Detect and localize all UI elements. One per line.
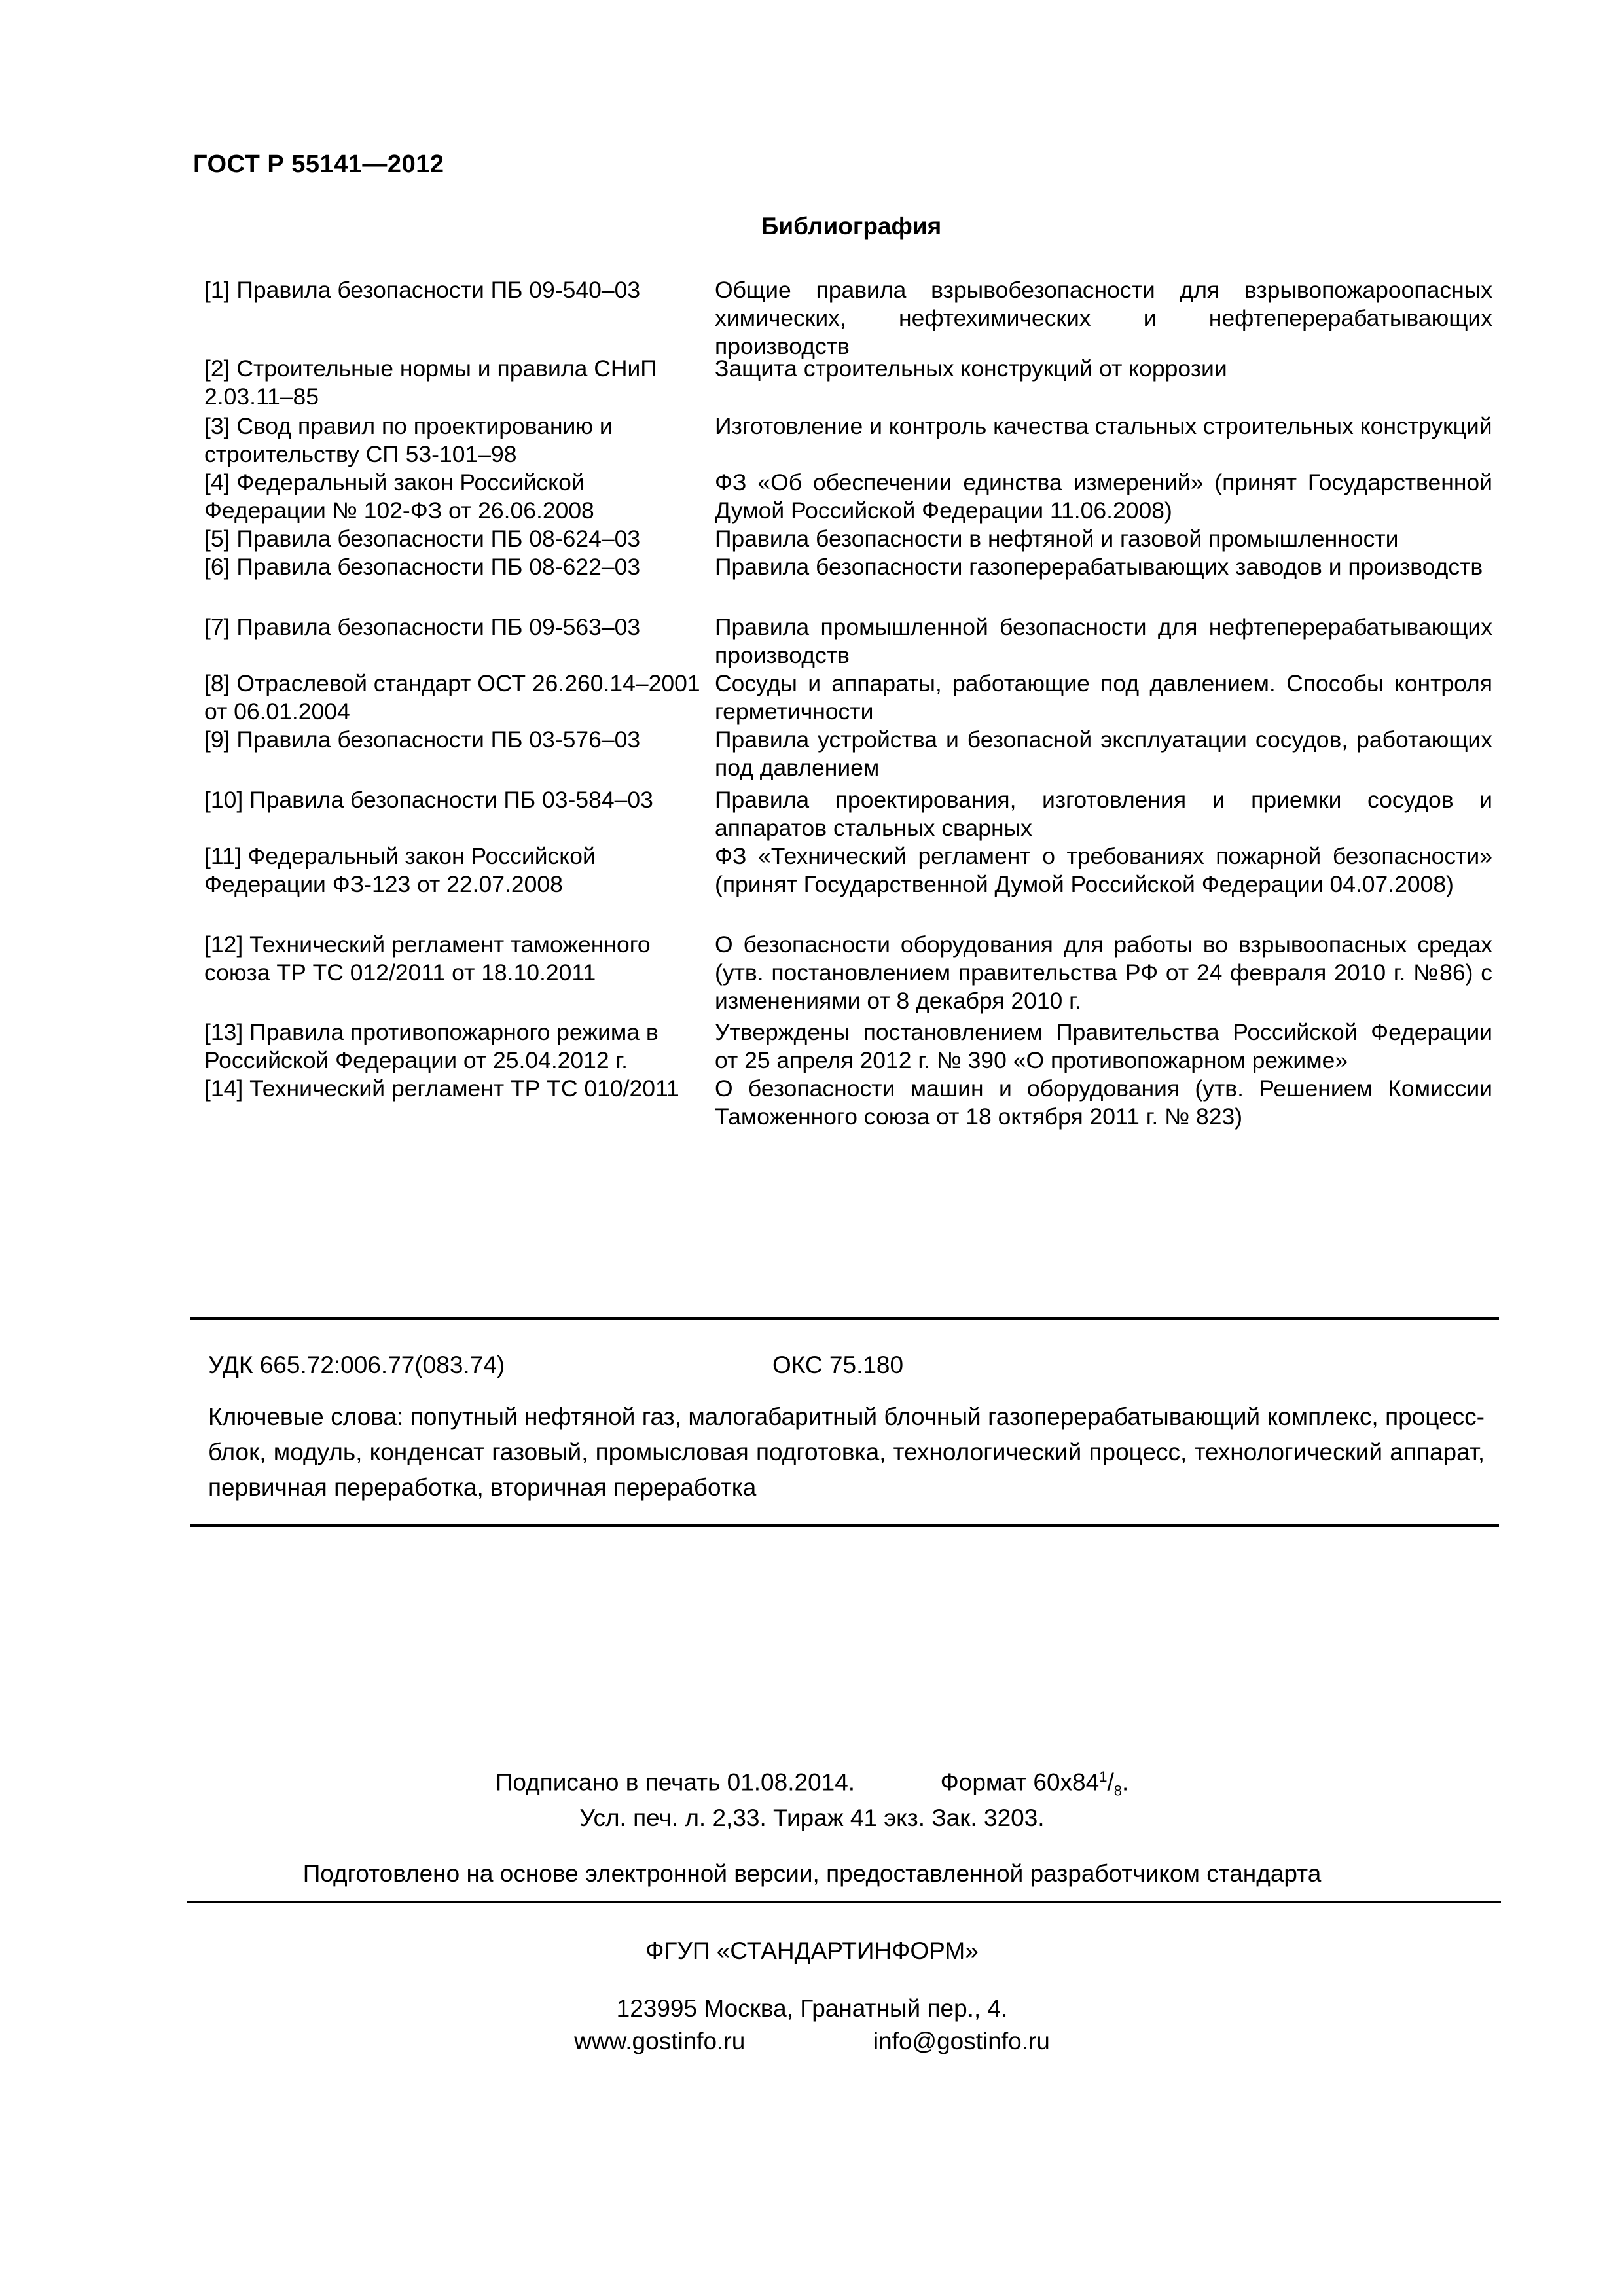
keywords: Ключевые слова: попутный нефтяной газ, малогабаритный блочный газоперерабатывающий комплекс, процесс-блок, модуль, конденсат газовый, промысловая подготовка, технологический процесс, технологический аппарат, первичная переработка, вторичная переработка <box>208 1403 1485 1501</box>
entry-description: Правила проектирования, изготовления и приемки сосудов и аппаратов стальных сварных <box>715 787 1492 841</box>
publisher-contacts <box>0 2028 1624 2055</box>
document-code: ГОСТ Р 55141—2012 <box>193 151 444 178</box>
publisher-name: ФГУП «СТАНДАРТИНФОРМ» <box>645 1937 979 1964</box>
bibliography-entry <box>204 553 1492 613</box>
bibliography-entry <box>204 355 1492 412</box>
signed-text: Подписано в печать 01.08.2014. <box>495 1768 856 1796</box>
entry-reference: [13] Правила противопожарного режима в Российской Федерации от 25.04.2012 г. <box>204 1019 659 1073</box>
entry-description: Утверждены постановлением Правительства Российской Федерации от 25 апреля 2012 г. № 390 «О противопожарном режиме» <box>715 1019 1492 1073</box>
entry-reference: [12] Технический регламент таможенного союза ТР ТС 012/2011 от 18.10.2011 <box>204 931 651 986</box>
bibliography-entry <box>204 613 1492 670</box>
entry-description: О безопасности оборудования для работы во взрывоопасных средах (утв. постановлением правительства РФ от 24 февраля 2010 г. №86) с изменениями от 8 декабря 2010 г. <box>715 931 1492 1014</box>
bibliography-entry <box>204 276 1492 359</box>
entry-reference: [9] Правила безопасности ПБ 03-576–03 <box>204 726 641 753</box>
entry-reference: [1] Правила безопасности ПБ 09-540–03 <box>204 277 641 303</box>
bottom-divider <box>190 1524 1499 1527</box>
entry-description: Правила устройства и безопасной эксплуатации сосудов, работающих под давлением <box>715 726 1492 781</box>
entry-description: ФЗ «Об обеспечении единства измерений» (принят Государственной Думой Российской Федерации 11.06.2008) <box>715 469 1492 524</box>
entry-reference: [2] Строительные нормы и правила СНиП 2.03.11–85 <box>204 355 657 410</box>
imprint-prepared: Подготовлено на основе электронной версии, предоставленной разработчиком стандарта <box>302 1860 1322 1887</box>
entry-reference: [14] Технический регламент ТР ТС 010/2011 <box>204 1075 679 1102</box>
imprint-divider <box>187 1901 1501 1903</box>
publisher-address: 123995 Москва, Гранатный пер., 4. <box>616 1995 1008 2022</box>
top-divider <box>190 1317 1499 1320</box>
entry-description: Правила безопасности газоперерабатывающих заводов и производств <box>715 554 1483 580</box>
bibliography-entry <box>204 726 1492 786</box>
bibliography-entry <box>204 786 1492 842</box>
entry-reference: [10] Правила безопасности ПБ 03-584–03 <box>204 787 653 813</box>
bibliography-entry <box>204 931 1492 1018</box>
format-fraction-numerator: 1 <box>1099 1768 1108 1785</box>
entry-reference: [5] Правила безопасности ПБ 08-624–03 <box>204 526 641 552</box>
entry-description: Правила безопасности в нефтяной и газовой промышленности <box>715 526 1399 552</box>
bibliography-entry <box>204 412 1492 469</box>
entry-reference: [3] Свод правил по проектированию и строительству СП 53-101–98 <box>204 413 613 467</box>
entry-description: ФЗ «Технический регламент о требованиях пожарной безопасности» (принят Государственной Думой Российской Федерации 04.07.2008) <box>715 843 1492 897</box>
entry-description: Сосуды и аппараты, работающие под давлением. Способы контроля герметичности <box>715 670 1492 725</box>
imprint-signed-line: Подписано в печать 01.08.2014. Формат $60х84^1/_8$. <box>495 1768 1129 1799</box>
bibliography-entry <box>204 525 1492 553</box>
bibliography-list <box>204 276 1492 1131</box>
bibliography-entry <box>204 842 1492 931</box>
entry-description: Правила промышленной безопасности для нефтеперерабатывающих производств <box>715 614 1492 668</box>
oks-code: ОКС 75.180 <box>772 1352 904 1378</box>
bibliography-entry <box>204 1018 1492 1075</box>
entry-reference: [4] Федеральный закон Российской Федерации № 102-ФЗ от 26.06.2008 <box>204 469 594 524</box>
bibliography-title: Библиография <box>761 213 942 240</box>
entry-reference: [6] Правила безопасности ПБ 08-622–03 <box>204 554 641 580</box>
format-text: Формат 60х84 <box>940 1768 1100 1796</box>
bibliography-entry <box>204 469 1492 525</box>
entry-reference: [7] Правила безопасности ПБ 09-563–03 <box>204 614 641 640</box>
entry-reference: [8] Отраслевой стандарт ОСТ 26.260.14–2001 от 06.01.2004 <box>204 670 700 725</box>
imprint-details: Усл. печ. л. 2,33. Тираж 41 экз. Зак. 3203. <box>579 1804 1045 1831</box>
entry-description: Изготовление и контроль качества стальных строительных конструкций <box>715 413 1492 439</box>
bibliography-entry <box>204 1075 1492 1131</box>
udk-code: УДК 665.72:006.77(083.74) <box>208 1352 505 1378</box>
format-fraction-denominator: 8 <box>1113 1782 1122 1799</box>
entry-reference: [11] Федеральный закон Российской Федерации ФЗ-123 от 22.07.2008 <box>204 843 596 897</box>
email-link[interactable]: info@gostinfo.ru <box>873 2028 1050 2054</box>
entry-description: Общие правила взрывобезопасности для взрывопожароопасных химических, нефтехимических и нефтеперерабатывающих производств <box>715 277 1492 359</box>
entry-description: О безопасности машин и оборудования (утв. Решением Комиссии Таможенного союза от 18 октября 2011 г. № 823) <box>715 1075 1492 1130</box>
bibliography-entry <box>204 670 1492 726</box>
entry-description: Защита строительных конструкций от коррозии <box>715 355 1227 382</box>
website-link[interactable]: www.gostinfo.ru <box>574 2028 746 2054</box>
